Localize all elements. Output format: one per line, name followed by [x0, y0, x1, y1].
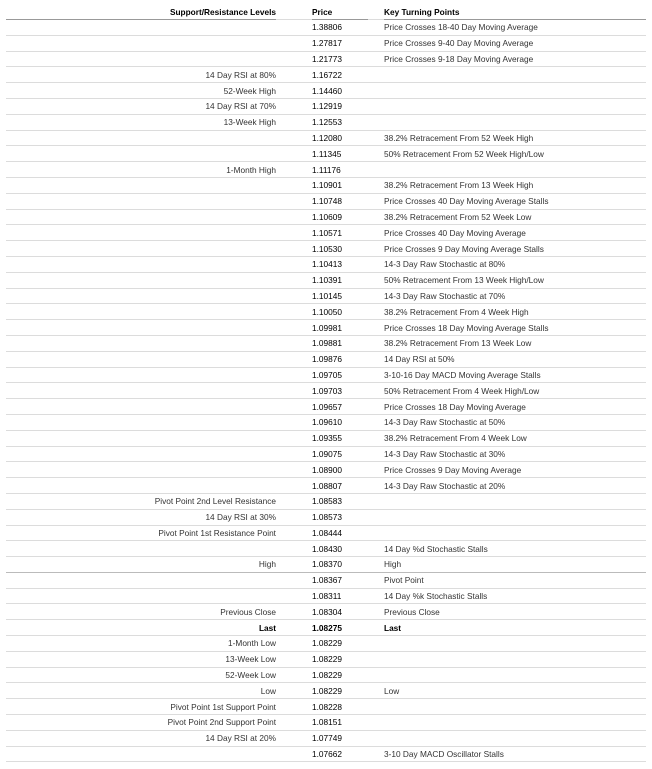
row-spacer [368, 715, 384, 731]
row-spacer [276, 699, 312, 715]
support-resistance-table [6, 4, 646, 762]
table-row [6, 256, 646, 272]
row-spacer [276, 430, 312, 446]
key-turning-point-cell: Price Crosses 18 Day Moving Average [384, 399, 646, 415]
row-spacer [276, 209, 312, 225]
table-header-row [6, 4, 646, 20]
table-row [6, 588, 646, 604]
key-turning-point-cell [384, 636, 646, 652]
row-spacer [368, 162, 384, 178]
row-spacer [276, 446, 312, 462]
table-row [6, 414, 646, 430]
support-resistance-level-cell [6, 383, 276, 399]
price-cell: 1.10050 [312, 304, 368, 320]
table-row [6, 272, 646, 288]
price-cell: 1.38806 [312, 20, 368, 36]
row-spacer [368, 272, 384, 288]
row-spacer [368, 683, 384, 699]
key-turning-point-cell: Price Crosses 9-18 Day Moving Average [384, 51, 646, 67]
price-cell: 1.10748 [312, 193, 368, 209]
table-row [6, 288, 646, 304]
key-turning-point-cell: Price Crosses 18-40 Day Moving Average [384, 20, 646, 36]
row-spacer [276, 83, 312, 99]
row-spacer [276, 241, 312, 257]
row-spacer [368, 509, 384, 525]
key-turning-point-cell: Low [384, 683, 646, 699]
key-turning-point-cell [384, 493, 646, 509]
row-spacer [276, 414, 312, 430]
key-turning-point-cell [384, 98, 646, 114]
key-turning-point-cell: Price Crosses 40 Day Moving Average [384, 225, 646, 241]
support-resistance-level-cell [6, 572, 276, 588]
row-spacer [276, 320, 312, 336]
key-turning-point-cell [384, 114, 646, 130]
table-row [6, 525, 646, 541]
row-spacer [368, 414, 384, 430]
key-turning-point-cell [384, 525, 646, 541]
price-cell: 1.09075 [312, 446, 368, 462]
row-spacer [368, 651, 384, 667]
support-resistance-level-cell [6, 288, 276, 304]
header-key-turning-points: Key Turning Points [384, 4, 646, 20]
row-spacer [276, 715, 312, 731]
key-turning-point-cell: Price Crosses 18 Day Moving Average Stalls [384, 320, 646, 336]
row-spacer [368, 67, 384, 83]
row-spacer [276, 162, 312, 178]
header-price: Price [312, 4, 368, 20]
key-turning-point-cell [384, 67, 646, 83]
row-spacer [368, 98, 384, 114]
price-cell: 1.10609 [312, 209, 368, 225]
table-row [6, 715, 646, 731]
row-spacer [368, 83, 384, 99]
key-turning-point-cell: 38.2% Retracement From 13 Week Low [384, 335, 646, 351]
price-cell: 1.09657 [312, 399, 368, 415]
price-cell: 1.12080 [312, 130, 368, 146]
price-cell: 1.08229 [312, 636, 368, 652]
key-turning-point-cell [384, 162, 646, 178]
support-resistance-level-cell: Previous Close [6, 604, 276, 620]
price-cell: 1.09610 [312, 414, 368, 430]
key-turning-point-cell: 14 Day %d Stochastic Stalls [384, 541, 646, 557]
key-turning-point-cell [384, 699, 646, 715]
row-spacer [368, 730, 384, 746]
support-resistance-level-cell: Pivot Point 1st Resistance Point [6, 525, 276, 541]
row-spacer [276, 51, 312, 67]
key-turning-point-cell: 38.2% Retracement From 52 Week High [384, 130, 646, 146]
table-row [6, 35, 646, 51]
row-spacer [276, 20, 312, 36]
support-resistance-level-cell [6, 225, 276, 241]
price-cell: 1.08275 [312, 620, 368, 636]
key-turning-point-cell: 50% Retracement From 4 Week High/Low [384, 383, 646, 399]
price-cell: 1.08370 [312, 557, 368, 573]
support-resistance-level-cell: 14 Day RSI at 80% [6, 67, 276, 83]
row-spacer [368, 193, 384, 209]
row-spacer [276, 193, 312, 209]
key-turning-point-cell: Price Crosses 9-40 Day Moving Average [384, 35, 646, 51]
row-spacer [276, 683, 312, 699]
support-resistance-level-cell: 14 Day RSI at 30% [6, 509, 276, 525]
row-spacer [276, 462, 312, 478]
row-spacer [368, 335, 384, 351]
table-row [6, 20, 646, 36]
table-row [6, 699, 646, 715]
key-turning-point-cell: 14-3 Day Raw Stochastic at 70% [384, 288, 646, 304]
table-row [6, 509, 646, 525]
row-spacer [276, 304, 312, 320]
price-cell: 1.08367 [312, 572, 368, 588]
price-cell: 1.09355 [312, 430, 368, 446]
row-spacer [368, 35, 384, 51]
table-row [6, 541, 646, 557]
row-spacer [368, 746, 384, 762]
row-spacer [276, 636, 312, 652]
support-resistance-level-cell [6, 462, 276, 478]
support-resistance-level-cell [6, 272, 276, 288]
table-row [6, 241, 646, 257]
row-spacer [368, 241, 384, 257]
price-cell: 1.27817 [312, 35, 368, 51]
table-row [6, 478, 646, 494]
row-spacer [368, 667, 384, 683]
key-turning-point-cell: 38.2% Retracement From 52 Week Low [384, 209, 646, 225]
table-row [6, 98, 646, 114]
support-resistance-level-cell [6, 430, 276, 446]
row-spacer [276, 67, 312, 83]
support-resistance-level-cell: Last [6, 620, 276, 636]
row-spacer [276, 288, 312, 304]
table-row [6, 146, 646, 162]
table-row [6, 746, 646, 762]
key-turning-point-cell: 14-3 Day Raw Stochastic at 20% [384, 478, 646, 494]
price-cell: 1.08583 [312, 493, 368, 509]
table-row [6, 399, 646, 415]
row-spacer [276, 667, 312, 683]
price-cell: 1.10530 [312, 241, 368, 257]
row-spacer [276, 130, 312, 146]
row-spacer [368, 114, 384, 130]
row-spacer [276, 509, 312, 525]
key-turning-point-cell: 38.2% Retracement From 4 Week High [384, 304, 646, 320]
row-spacer [368, 304, 384, 320]
row-spacer [276, 272, 312, 288]
price-cell: 1.09981 [312, 320, 368, 336]
row-spacer [276, 146, 312, 162]
table-row [6, 304, 646, 320]
row-spacer [368, 541, 384, 557]
key-turning-point-cell: 50% Retracement From 52 Week High/Low [384, 146, 646, 162]
support-resistance-level-cell [6, 414, 276, 430]
key-turning-point-cell: Previous Close [384, 604, 646, 620]
table-row [6, 604, 646, 620]
row-spacer [368, 572, 384, 588]
table-row [6, 367, 646, 383]
key-turning-point-cell: Price Crosses 9 Day Moving Average Stalls [384, 241, 646, 257]
row-spacer [276, 114, 312, 130]
support-resistance-level-cell [6, 478, 276, 494]
price-cell: 1.08229 [312, 683, 368, 699]
key-turning-point-cell [384, 509, 646, 525]
support-resistance-level-cell [6, 177, 276, 193]
table-row [6, 193, 646, 209]
row-spacer [368, 525, 384, 541]
table-row [6, 446, 646, 462]
table-row [6, 667, 646, 683]
table-row [6, 162, 646, 178]
price-cell: 1.08151 [312, 715, 368, 731]
row-spacer [276, 588, 312, 604]
table-row [6, 351, 646, 367]
support-resistance-level-cell [6, 130, 276, 146]
support-resistance-level-cell: Pivot Point 2nd Support Point [6, 715, 276, 731]
table-row [6, 493, 646, 509]
support-resistance-level-cell [6, 51, 276, 67]
price-cell: 1.10413 [312, 256, 368, 272]
support-resistance-level-cell [6, 146, 276, 162]
key-turning-point-cell: 38.2% Retracement From 13 Week High [384, 177, 646, 193]
table-row [6, 114, 646, 130]
row-spacer [276, 557, 312, 573]
price-cell: 1.08807 [312, 478, 368, 494]
table-row [6, 177, 646, 193]
price-cell: 1.08229 [312, 651, 368, 667]
price-cell: 1.11345 [312, 146, 368, 162]
row-spacer [368, 256, 384, 272]
header-spacer [276, 4, 312, 20]
row-spacer [368, 320, 384, 336]
row-spacer [368, 130, 384, 146]
row-spacer [368, 288, 384, 304]
row-spacer [276, 98, 312, 114]
header-support-resistance-levels: Support/Resistance Levels [6, 4, 276, 20]
support-resistance-level-cell: Pivot Point 1st Support Point [6, 699, 276, 715]
price-cell: 1.08229 [312, 667, 368, 683]
key-turning-point-cell [384, 651, 646, 667]
row-spacer [368, 146, 384, 162]
row-spacer [368, 20, 384, 36]
support-resistance-level-cell: 13-Week Low [6, 651, 276, 667]
key-turning-point-cell: 14-3 Day Raw Stochastic at 80% [384, 256, 646, 272]
row-spacer [368, 478, 384, 494]
table-row [6, 730, 646, 746]
support-resistance-level-cell: 52-Week High [6, 83, 276, 99]
price-cell: 1.08311 [312, 588, 368, 604]
table-row [6, 225, 646, 241]
support-resistance-level-cell [6, 256, 276, 272]
row-spacer [368, 51, 384, 67]
table-row [6, 130, 646, 146]
table-row [6, 572, 646, 588]
table-row [6, 51, 646, 67]
row-spacer [368, 557, 384, 573]
row-spacer [368, 367, 384, 383]
support-resistance-level-cell [6, 320, 276, 336]
price-cell: 1.21773 [312, 51, 368, 67]
key-turning-point-cell: 3-10-16 Day MACD Moving Average Stalls [384, 367, 646, 383]
support-resistance-level-cell: 14 Day RSI at 70% [6, 98, 276, 114]
table-row [6, 67, 646, 83]
key-turning-point-cell [384, 715, 646, 731]
support-resistance-level-cell [6, 351, 276, 367]
row-spacer [276, 478, 312, 494]
price-cell: 1.16722 [312, 67, 368, 83]
table-row [6, 620, 646, 636]
support-resistance-level-cell: 1-Month High [6, 162, 276, 178]
row-spacer [276, 651, 312, 667]
row-spacer [368, 225, 384, 241]
row-spacer [276, 493, 312, 509]
key-turning-point-cell: Price Crosses 9 Day Moving Average [384, 462, 646, 478]
price-cell: 1.09705 [312, 367, 368, 383]
row-spacer [368, 177, 384, 193]
price-cell: 1.14460 [312, 83, 368, 99]
row-spacer [276, 367, 312, 383]
row-spacer [368, 383, 384, 399]
row-spacer [368, 493, 384, 509]
row-spacer [276, 256, 312, 272]
row-spacer [368, 430, 384, 446]
support-resistance-level-cell: Low [6, 683, 276, 699]
price-cell: 1.10901 [312, 177, 368, 193]
table-row [6, 683, 646, 699]
support-resistance-level-cell [6, 335, 276, 351]
support-resistance-level-cell [6, 304, 276, 320]
row-spacer [368, 399, 384, 415]
key-turning-point-cell: 14 Day RSI at 50% [384, 351, 646, 367]
table-row [6, 383, 646, 399]
key-turning-point-cell: Pivot Point [384, 572, 646, 588]
support-resistance-level-cell [6, 367, 276, 383]
key-turning-point-cell: Price Crosses 40 Day Moving Average Stalls [384, 193, 646, 209]
row-spacer [276, 225, 312, 241]
table-row [6, 636, 646, 652]
price-cell: 1.08444 [312, 525, 368, 541]
table-row [6, 462, 646, 478]
row-spacer [368, 351, 384, 367]
row-spacer [368, 588, 384, 604]
key-turning-point-cell [384, 667, 646, 683]
price-cell: 1.09881 [312, 335, 368, 351]
row-spacer [276, 604, 312, 620]
support-resistance-level-cell [6, 209, 276, 225]
key-turning-point-cell: 3-10 Day MACD Oscillator Stalls [384, 746, 646, 762]
price-cell: 1.10145 [312, 288, 368, 304]
row-spacer [276, 730, 312, 746]
row-spacer [276, 335, 312, 351]
table-body [6, 20, 646, 762]
support-resistance-level-cell: Pivot Point 2nd Level Resistance [6, 493, 276, 509]
header-spacer [368, 4, 384, 20]
row-spacer [368, 604, 384, 620]
support-resistance-level-cell [6, 241, 276, 257]
table-row [6, 557, 646, 573]
row-spacer [276, 746, 312, 762]
row-spacer [276, 35, 312, 51]
support-resistance-level-cell [6, 446, 276, 462]
price-cell: 1.08228 [312, 699, 368, 715]
price-cell: 1.08304 [312, 604, 368, 620]
table-row [6, 651, 646, 667]
row-spacer [368, 462, 384, 478]
support-resistance-level-cell [6, 588, 276, 604]
key-turning-point-cell [384, 730, 646, 746]
support-resistance-level-cell [6, 399, 276, 415]
key-turning-point-cell: 38.2% Retracement From 4 Week Low [384, 430, 646, 446]
row-spacer [276, 351, 312, 367]
row-spacer [276, 620, 312, 636]
row-spacer [368, 620, 384, 636]
support-resistance-level-cell [6, 20, 276, 36]
price-cell: 1.10571 [312, 225, 368, 241]
support-resistance-level-cell: High [6, 557, 276, 573]
row-spacer [276, 399, 312, 415]
price-cell: 1.09876 [312, 351, 368, 367]
row-spacer [368, 636, 384, 652]
row-spacer [276, 525, 312, 541]
row-spacer [368, 699, 384, 715]
support-resistance-level-cell: 1-Month Low [6, 636, 276, 652]
table-row [6, 83, 646, 99]
key-turning-point-cell: 14-3 Day Raw Stochastic at 30% [384, 446, 646, 462]
price-cell: 1.09703 [312, 383, 368, 399]
support-resistance-level-cell: 13-Week High [6, 114, 276, 130]
support-resistance-level-cell [6, 35, 276, 51]
row-spacer [276, 383, 312, 399]
price-cell: 1.07749 [312, 730, 368, 746]
row-spacer [368, 446, 384, 462]
row-spacer [276, 177, 312, 193]
table-row [6, 320, 646, 336]
support-resistance-level-cell [6, 541, 276, 557]
key-turning-point-cell: 14 Day %k Stochastic Stalls [384, 588, 646, 604]
support-resistance-level-cell [6, 193, 276, 209]
key-turning-point-cell: High [384, 557, 646, 573]
table-row [6, 335, 646, 351]
table-row [6, 209, 646, 225]
key-turning-point-cell: 50% Retracement From 13 Week High/Low [384, 272, 646, 288]
price-cell: 1.12553 [312, 114, 368, 130]
price-cell: 1.08573 [312, 509, 368, 525]
price-cell: 1.08900 [312, 462, 368, 478]
support-resistance-level-cell [6, 746, 276, 762]
table-row [6, 430, 646, 446]
row-spacer [276, 541, 312, 557]
key-turning-point-cell: Last [384, 620, 646, 636]
support-resistance-level-cell: 52-Week Low [6, 667, 276, 683]
price-cell: 1.11176 [312, 162, 368, 178]
price-cell: 1.10391 [312, 272, 368, 288]
row-spacer [276, 572, 312, 588]
price-cell: 1.12919 [312, 98, 368, 114]
row-spacer [368, 209, 384, 225]
support-resistance-level-cell: 14 Day RSI at 20% [6, 730, 276, 746]
key-turning-point-cell: 14-3 Day Raw Stochastic at 50% [384, 414, 646, 430]
price-cell: 1.08430 [312, 541, 368, 557]
price-cell: 1.07662 [312, 746, 368, 762]
key-turning-point-cell [384, 83, 646, 99]
